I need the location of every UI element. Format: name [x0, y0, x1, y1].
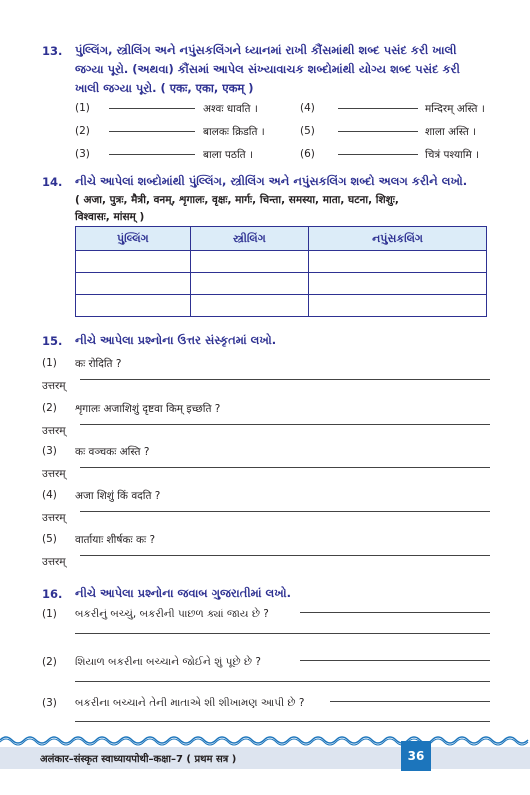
- table-row: [76, 273, 487, 295]
- q15-number: 15.: [42, 334, 63, 348]
- q13-number: 13.: [42, 44, 63, 58]
- table-cell[interactable]: [190, 273, 308, 295]
- answer-line[interactable]: [75, 633, 490, 634]
- q14-number: 14.: [42, 175, 63, 189]
- table-row: [76, 295, 487, 317]
- footer-book-title: अलंकार–संस्कृत स्वाध्यायपोथी–कक्षा–7 ( प्रथम सत्र ): [40, 754, 237, 765]
- answer-line[interactable]: [300, 660, 490, 661]
- answer-line[interactable]: [75, 721, 490, 722]
- table-cell[interactable]: [76, 273, 191, 295]
- table-cell[interactable]: [190, 295, 308, 317]
- answer-label: उत्तरम्: [42, 380, 66, 392]
- blank-line[interactable]: [338, 108, 418, 109]
- table-cell[interactable]: [309, 273, 487, 295]
- table-header-row: [76, 227, 487, 251]
- table-cell[interactable]: [76, 295, 191, 317]
- answer-line[interactable]: [80, 467, 490, 468]
- header-masculine: પુંલ્લિંગ: [76, 227, 191, 251]
- blank-line[interactable]: [338, 154, 418, 155]
- answer-label: उत्तरम्: [42, 556, 66, 568]
- q14-word-list-line2: विश्वासः, मांसम् ): [75, 211, 145, 223]
- q14-instruction: નીચે આપેલાં શબ્દોમાંથી પુંલ્લિંગ, સ્ત્રીલિંગ અને નપુંસકલિંગ શબ્દો અલગ કરીને લખો.: [75, 174, 468, 188]
- answer-label: उत्तरम्: [42, 425, 66, 437]
- q16-number: 16.: [42, 587, 63, 601]
- table-cell[interactable]: [309, 251, 487, 273]
- table-row: [76, 251, 487, 273]
- answer-label: उत्तरम्: [42, 468, 66, 480]
- answer-line[interactable]: [80, 511, 490, 512]
- page-number: 36: [401, 741, 431, 771]
- header-feminine: સ્ત્રીલિંગ: [190, 227, 308, 251]
- blank-line[interactable]: [109, 154, 195, 155]
- answer-line[interactable]: [80, 379, 490, 380]
- table-cell[interactable]: [309, 295, 487, 317]
- gender-table: [75, 226, 487, 317]
- answer-line[interactable]: [80, 424, 490, 425]
- answer-line[interactable]: [300, 612, 490, 613]
- q13-instruction-line3: ખાલી જગ્યા પૂરો. ( एकः, एका, एकम् ): [75, 81, 254, 95]
- header-neuter: નપુંસકલિંગ: [309, 227, 487, 251]
- table-cell[interactable]: [76, 251, 191, 273]
- q13-instruction-line2: જગ્યા પૂરો. (અથવા) કૌંસમાં આપેલ સંખ્યાવાચક શબ્દોમાંથી યોગ્ય શબ્દ પસંદ કરી: [75, 62, 460, 76]
- q16-instruction: નીચે આપેલા પ્રશ્નોના જવાબ ગુજરાતીમાં લખો.: [75, 586, 291, 600]
- q13-instruction-line1: પુંલ્લિંગ, સ્ત્રીલિંગ અને નપુંસકલિંગને ધ્યાનમાં રાખી કૌંસમાંથી શબ્દ પસંદ કરી ખાલી: [75, 43, 457, 57]
- blank-line[interactable]: [338, 131, 418, 132]
- table-cell[interactable]: [190, 251, 308, 273]
- blank-line[interactable]: [109, 108, 195, 109]
- answer-line[interactable]: [330, 701, 490, 702]
- answer-line[interactable]: [80, 555, 490, 556]
- blank-line[interactable]: [109, 131, 195, 132]
- answer-line[interactable]: [75, 681, 490, 682]
- q15-instruction: નીચે આપેલા પ્રશ્નોના ઉત્તર સંસ્કૃતમાં લખો.: [75, 333, 277, 347]
- decorative-wave-border: [0, 733, 530, 747]
- q14-word-list-line1: ( अजा, पुत्रः, मैत्री, वनम्, शृगालः, वृक्षः, मार्गः, चिन्ता, समस्या, माता, घटना, शिशुः,: [75, 194, 399, 206]
- answer-label: उत्तरम्: [42, 512, 66, 524]
